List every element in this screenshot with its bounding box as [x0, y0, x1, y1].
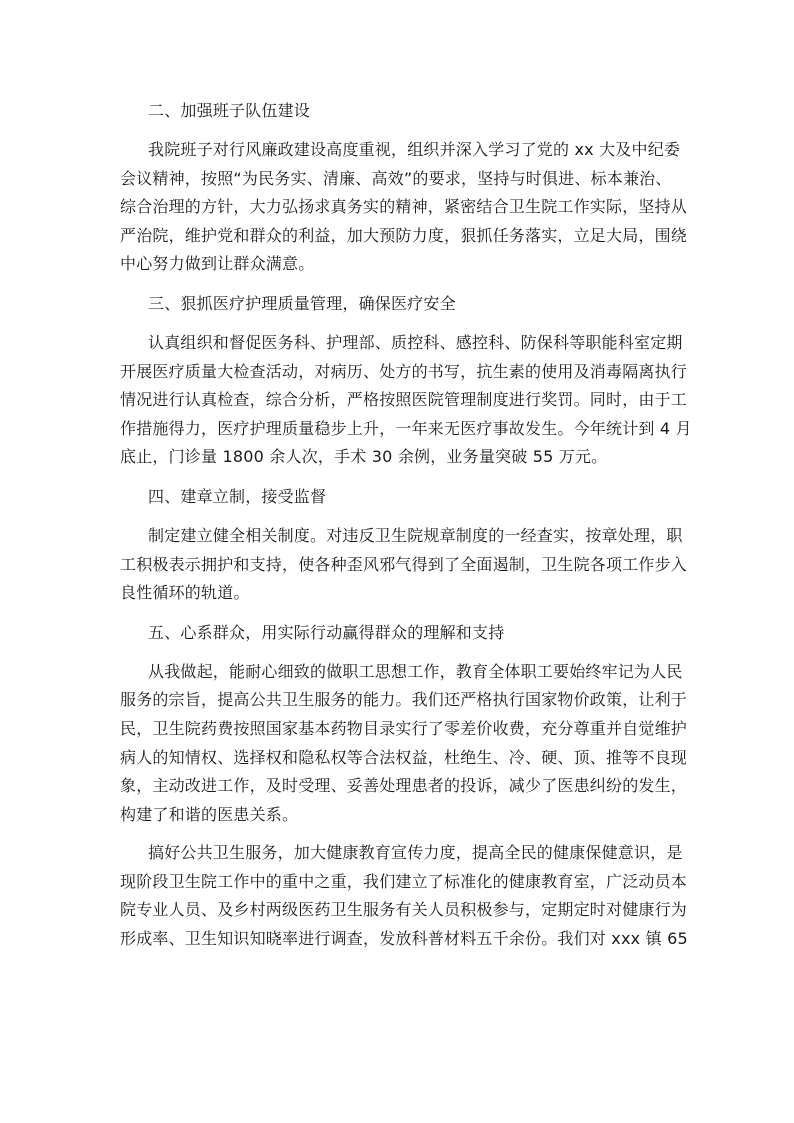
- paragraph-line: 中心努力做到让群众满意。: [120, 254, 315, 274]
- section-heading: 二、加强班子队伍建设: [148, 101, 311, 120]
- body-paragraph: [120, 136, 688, 279]
- paragraph-line: 院专业人员、及乡村两级医药卫生服务有关人员积极参与，定期定时对健康行为: [120, 900, 688, 920]
- paragraph-line: 认真组织和督促医务科、护理部、质控科、感控科、防保科等职能科室定期: [148, 332, 683, 352]
- section-heading: 三、狠抓医疗护理质量管理，确保医疗安全: [148, 293, 456, 313]
- paragraph-line: 构建了和谐的医患关系。: [120, 804, 299, 824]
- paragraph-line: 底止，门诊量 1800 余人次，手术 30 余例，业务量突破 55 万元。: [120, 447, 608, 467]
- paragraph-line: 我院班子对行风廉政建设高度重视，组织并深入学习了党的 xx 大及中纪委: [148, 140, 681, 159]
- body-paragraph: [120, 329, 692, 472]
- document-body: [120, 96, 692, 954]
- paragraph-line: 民，卫生院药费按照国家基本药物目录实行了零差价收费，充分尊重并自觉维护: [120, 718, 688, 738]
- paragraph-line: 开展医疗质量大检查活动，对病历、处方的书写，抗生素的使用及消毒隔离执行: [120, 361, 688, 381]
- body-paragraph: [120, 839, 688, 953]
- paragraph-line: 制定建立健全相关制度。对违反卫生院规章制度的一经查实，按章处理，职: [148, 525, 683, 545]
- paragraph-line: 病人的知情权、选择权和隐私权等合法权益，杜绝生、冷、硬、顶、推等不良现: [120, 747, 688, 767]
- section-heading: 五、心系群众，用实际行动赢得群众的理解和支持: [148, 622, 505, 642]
- paragraph-line: 综合治理的方针，大力弘扬求真务实的精神，紧密结合卫生院工作实际，坚持从: [120, 197, 688, 217]
- paragraph-line: 工积极表示拥护和支持，使各种歪风邪气得到了全面遏制，卫生院各项工作步入: [120, 554, 688, 574]
- section-heading: 四、建章立制，接受监督: [148, 486, 327, 506]
- paragraph-line: 良性循环的轨道。: [120, 583, 250, 603]
- paragraph-line: 情况进行认真检查，综合分析，严格按照医院管理制度进行奖罚。同时，由于工: [120, 390, 688, 410]
- paragraph-line: 搞好公共卫生服务，加大健康教育宣传力度，提高全民的健康保健意识，是: [148, 843, 683, 863]
- paragraph-line: 作措施得力，医疗护理质量稳步上升，一年来无医疗事故发生。今年统计到 4 月: [120, 418, 692, 438]
- paragraph-line: 现阶段卫生院工作中的重中之重，我们建立了标准化的健康教育室，广泛动员本: [120, 871, 688, 891]
- paragraph-line: 形成率、卫生知识知晓率进行调查，发放科普材料五千余份。我们对 xxx 镇 65: [120, 929, 688, 949]
- paragraph-line: 严治院，维护党和群众的利益，加大预防力度，狠抓任务落实，立足大局，围绕: [120, 225, 688, 245]
- paragraph-line: 会议精神，按照“为民务实、清廉、高效”的要求，坚持与时俱进、标本兼治、: [120, 168, 672, 188]
- body-paragraph: [120, 522, 688, 608]
- paragraph-line: 象，主动改进工作，及时受理、妥善处理患者的投诉，减少了医患纠纷的发生，: [120, 776, 688, 796]
- paragraph-line: 从我做起，能耐心细致的做职工思想工作，教育全体职工要始终牢记为人民: [148, 661, 683, 681]
- paragraph-line: 服务的宗旨，提高公共卫生服务的能力。我们还严格执行国家物价政策，让利于: [120, 690, 688, 710]
- body-paragraph: [120, 658, 688, 830]
